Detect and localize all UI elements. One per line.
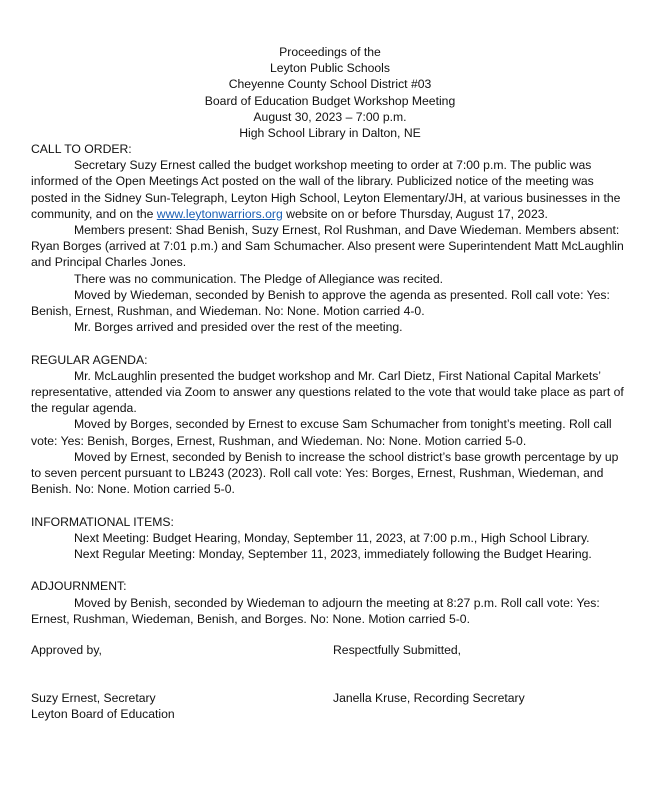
communication-paragraph: There was no communication. The Pledge of Allegiance was recited. xyxy=(74,271,443,286)
header-line-meeting: Board of Education Budget Workshop Meeting xyxy=(204,93,456,108)
board-title: Leyton Board of Education xyxy=(31,707,175,721)
section-heading-adjournment: ADJOURNMENT: xyxy=(31,579,127,594)
section-heading-regular-agenda: REGULAR AGENDA: xyxy=(31,352,148,367)
header-line-location: High School Library in Dalton, NE xyxy=(239,126,421,141)
secretary-signature-name: Suzy Ernest, Secretary xyxy=(31,691,156,705)
call-to-order-text-a: Secretary Suzy Ernest called the budget workshop meeting to order at 7:00 p.m. The public was informed of the Open Meetings Act posted on the wall of the library. Publicized notice of the meeting was posted in the Sidney Sun-Telegraph, Leyton High School, Leyton Elementary/JH, at various businesses in the community, and on the xyxy=(31,158,621,221)
next-regular-meeting-line: Next Regular Meeting: Monday, September 11, 2023, immediately following the Budget Hearing. xyxy=(74,547,592,562)
call-to-order-text-b: website on or before Thursday, August 17, 2023. xyxy=(282,206,548,221)
recording-secretary-name: Janella Kruse, Recording Secretary xyxy=(333,691,525,705)
members-present-paragraph: Members present: Shad Benish, Suzy Ernest, Rol Rushman, and Dave Wiedeman. Members absent: Ryan Borges (arrived at 7:01 p.m.) and Sam Schumacher. Also present were Superintendent Matt McLaughlin and Principal Charles Jones. xyxy=(31,223,624,270)
header-line-school: Leyton Public Schools xyxy=(270,61,390,76)
respectfully-submitted-label: Respectfully Submitted, xyxy=(333,643,462,657)
agenda-motion-paragraph: Moved by Wiedeman, seconded by Benish to approve the agenda as presented. Roll call vote: Yes: Benish, Ernest, Rushman, and Wiedeman. No: None. Motion carried 4-0. xyxy=(31,287,610,319)
growth-motion-paragraph: Moved by Ernest, seconded by Benish to increase the school district’s base growth percentage by up to seven percent pursuant to LB243 (2023). Roll call vote: Yes: Borges, Ernest, Rushman, Wiedeman, and Benish. No: None. Motion carried 5-0. xyxy=(31,449,619,497)
approved-by-label: Approved by, xyxy=(31,643,102,657)
header-line-date: August 30, 2023 – 7:00 p.m. xyxy=(253,109,407,124)
next-meeting-line: Next Meeting: Budget Hearing, Monday, September 11, 2023, at 7:00 p.m., High School Library. xyxy=(74,530,590,545)
call-to-order-paragraph-1 xyxy=(31,157,631,222)
borges-arrival-paragraph: Mr. Borges arrived and presided over the rest of the meeting. xyxy=(74,320,403,335)
header-line-district: Cheyenne County School District #03 xyxy=(228,77,432,92)
adjournment-paragraph: Moved by Benish, seconded by Wiedeman to adjourn the meeting at 8:27 p.m. Roll call vote: Yes: Ernest, Rushman, Wiedeman, Benish, and Borges. No: None. Motion carried 5-0. xyxy=(31,595,600,626)
header-line-proceedings: Proceedings of the xyxy=(279,45,381,59)
website-link[interactable]: www.leytonwarriors.org xyxy=(156,206,283,221)
section-heading-informational-items: INFORMATIONAL ITEMS: xyxy=(31,514,174,529)
section-heading-call-to-order: CALL TO ORDER: xyxy=(31,142,132,156)
document-header xyxy=(0,44,660,141)
excuse-motion-paragraph: Moved by Borges, seconded by Ernest to excuse Sam Schumacher from tonight’s meeting. Roll call vote: Yes: Benish, Borges, Ernest, Rushman, and Wiedeman. No: None. Motion carried 5-0. xyxy=(31,417,612,448)
budget-workshop-paragraph: Mr. McLaughlin presented the budget workshop and Mr. Carl Dietz, First National Capital Markets’ representative, attended via Zoom to answer any questions related to the vote that would take place as part of the regular agenda. xyxy=(31,368,624,416)
document-body xyxy=(31,141,631,627)
